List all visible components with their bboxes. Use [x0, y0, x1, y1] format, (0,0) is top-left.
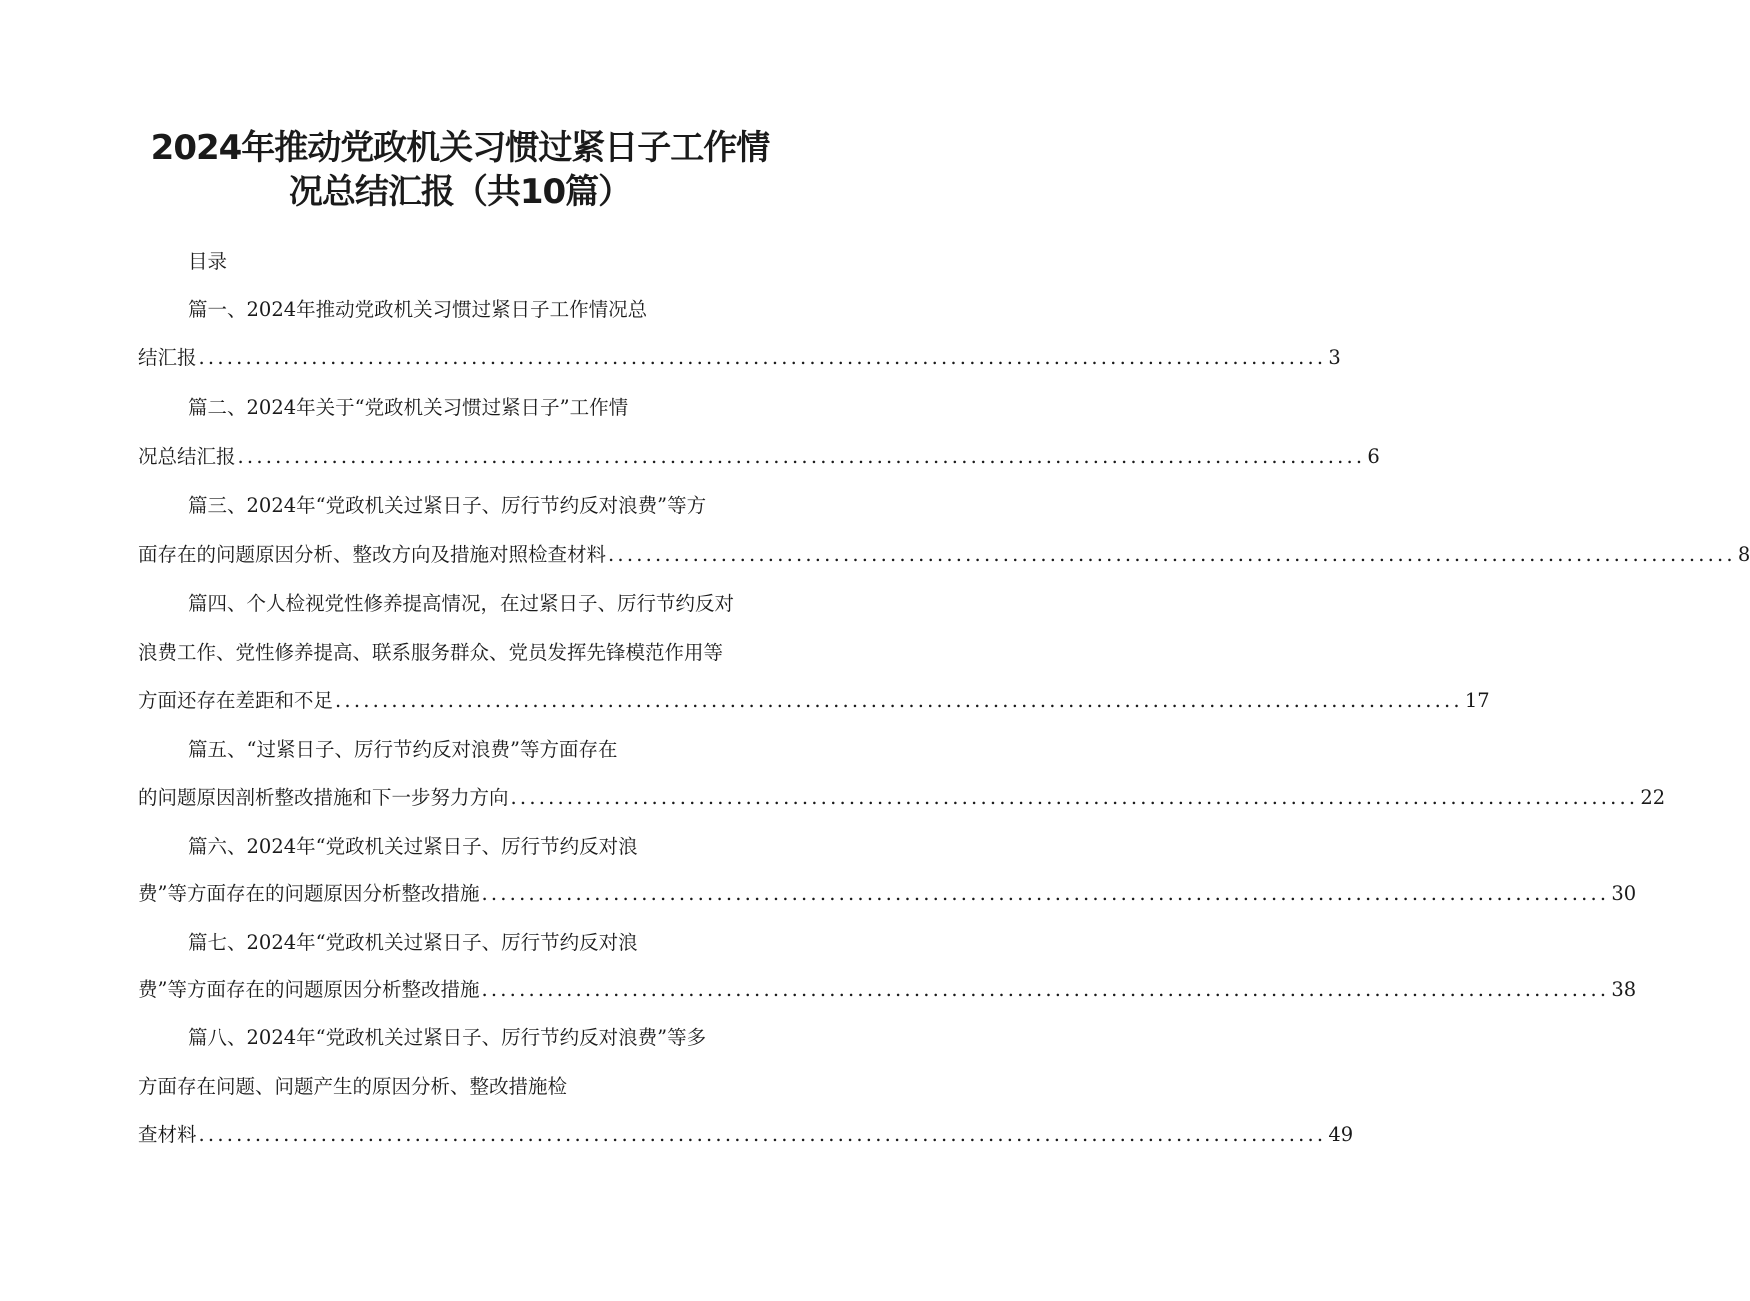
toc-entry-8-line-2[interactable]: 方面存在问题、问题产生的原因分析、整改措施检 [138, 1075, 568, 1098]
toc-entry-2-page: 6 [1367, 445, 1380, 468]
toc-entry-6-line-1[interactable]: 篇六、2024年“党政机关过紧日子、厉行节约反对浪 [188, 835, 638, 858]
toc-entry-8-line-1[interactable]: 篇八、2024年“党政机关过紧日子、厉行节约反对浪费”等多 [188, 1026, 707, 1049]
toc-entry-8-page: 49 [1328, 1123, 1354, 1146]
toc-entry-4-leader-line[interactable] [138, 686, 1490, 716]
toc-entry-2-text: 况总结汇报 [138, 445, 236, 468]
toc-entry-2-line-1[interactable]: 篇二、2024年关于“党政机关习惯过紧日子”工作情 [188, 396, 629, 419]
toc-heading: 目录 [188, 250, 228, 273]
toc-entry-4-page: 17 [1464, 689, 1490, 712]
toc-entry-1-text: 结汇报 [138, 346, 197, 369]
toc-entry-8-leader-line[interactable] [138, 1120, 1354, 1150]
toc-entry-5-text: 的问题原因剖析整改措施和下一步努力方向 [138, 786, 509, 809]
toc-entry-7-page: 38 [1611, 978, 1637, 1001]
dot-leader: ........................................................................................................................ [481, 978, 1610, 1001]
toc-entry-1-line-1[interactable]: 篇一、2024年推动党政机关习惯过紧日子工作情况总 [188, 298, 648, 321]
document-title-line-1: 2024年推动党政机关习惯过紧日子工作情 [150, 128, 770, 168]
toc-entry-8-text: 查材料 [138, 1123, 197, 1146]
toc-entry-7-text: 费”等方面存在的问题原因分析整改措施 [138, 978, 480, 1001]
dot-leader: ........................................................................................................................ [237, 445, 1366, 468]
dot-leader: ........................................................................................................................ [481, 882, 1610, 905]
dot-leader: ........................................................................................................................ [335, 689, 1463, 712]
toc-entry-3-page: 8 [1737, 543, 1750, 566]
toc-entry-5-page: 22 [1640, 786, 1666, 809]
dot-leader: ........................................................................................................................ [198, 1123, 1327, 1146]
dot-leader: ........................................................................................................................ [198, 346, 1327, 369]
toc-entry-3-text: 面存在的问题原因分析、整改方向及措施对照检查材料 [138, 543, 607, 566]
toc-entry-4-line-2[interactable]: 浪费工作、党性修养提高、联系服务群众、党员发挥先锋模范作用等 [138, 641, 724, 664]
toc-entry-3-line-1[interactable]: 篇三、2024年“党政机关过紧日子、厉行节约反对浪费”等方 [188, 494, 707, 517]
toc-entry-6-leader-line[interactable] [138, 879, 1637, 909]
toc-entry-2-leader-line[interactable] [138, 442, 1380, 472]
toc-entry-7-leader-line[interactable] [138, 975, 1637, 1005]
toc-entry-6-page: 30 [1611, 882, 1637, 905]
dot-leader: ........................................................................................................................ [510, 786, 1639, 809]
toc-entry-6-text: 费”等方面存在的问题原因分析整改措施 [138, 882, 480, 905]
toc-entry-1-leader-line[interactable] [138, 343, 1341, 373]
toc-entry-5-leader-line[interactable] [138, 783, 1666, 813]
toc-entry-3-leader-line[interactable] [138, 540, 1750, 570]
toc-entry-7-line-1[interactable]: 篇七、2024年“党政机关过紧日子、厉行节约反对浪 [188, 931, 638, 954]
toc-entry-1-page: 3 [1328, 346, 1341, 369]
toc-entry-5-line-1[interactable]: 篇五、“过紧日子、厉行节约反对浪费”等方面存在 [188, 738, 618, 761]
toc-entry-4-text: 方面还存在差距和不足 [138, 689, 334, 712]
toc-entry-4-line-1[interactable]: 篇四、个人检视党性修养提高情况，在过紧日子、厉行节约反对 [188, 592, 735, 615]
dot-leader: ........................................................................................................................ [608, 543, 1736, 566]
document-title-line-2: 况总结汇报（共10篇） [288, 172, 632, 212]
